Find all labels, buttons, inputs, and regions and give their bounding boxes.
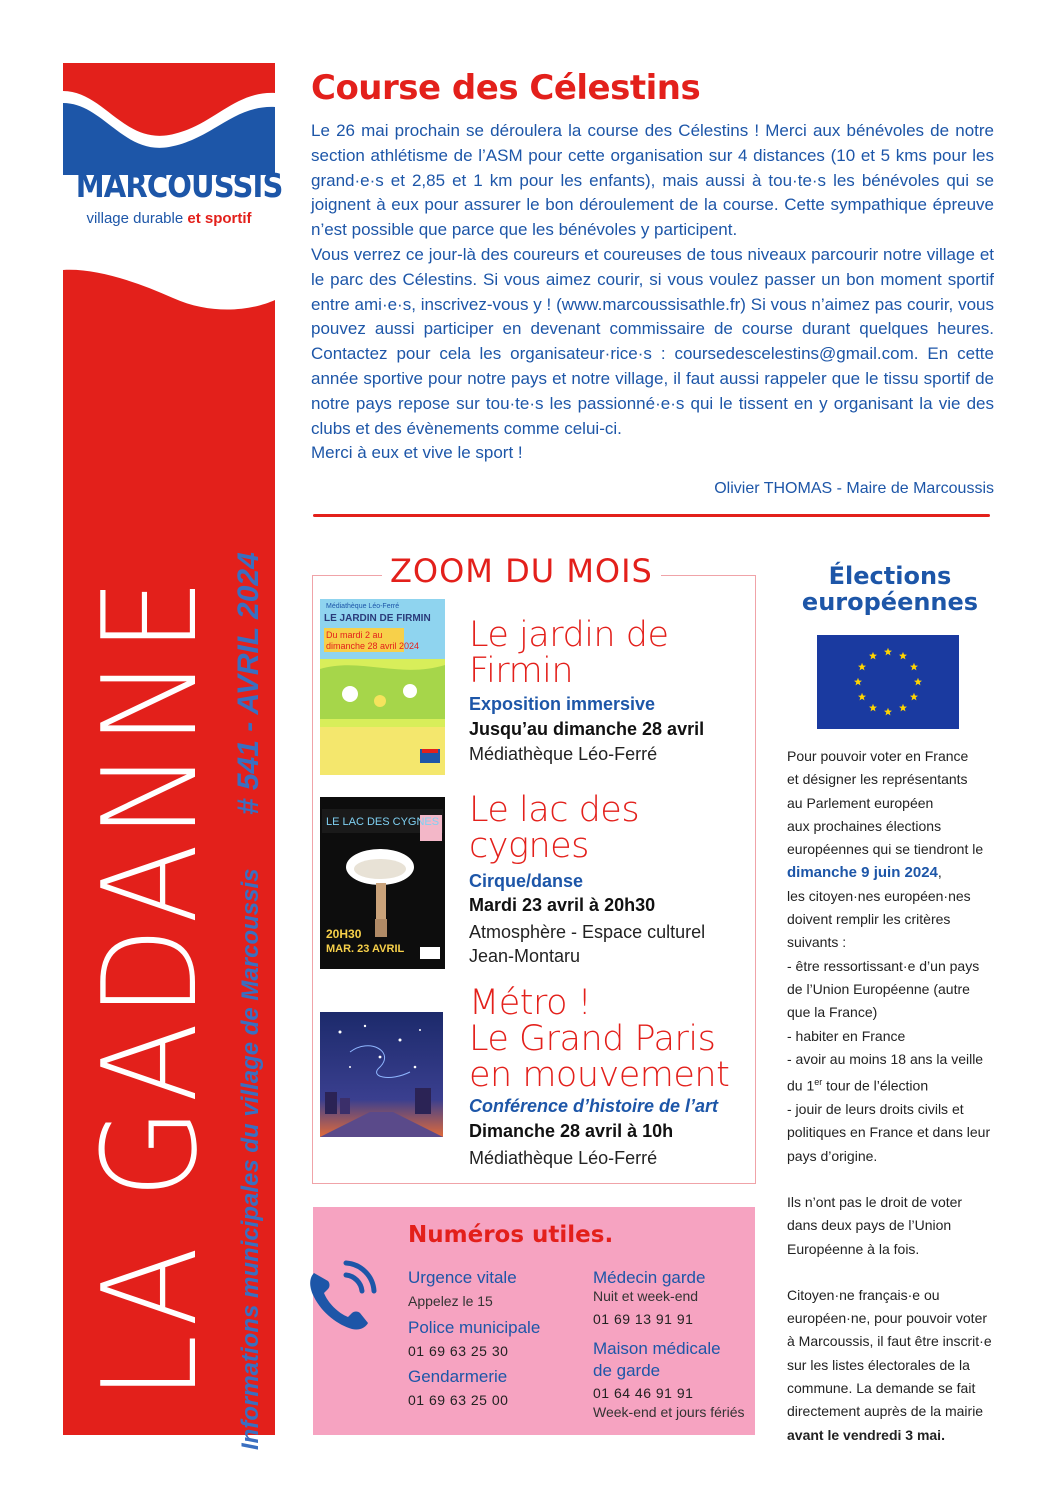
elections-line: que la France) bbox=[787, 1004, 878, 1021]
marcoussis-logo bbox=[63, 63, 275, 175]
elections-line: les citoyen·nes européen·nes bbox=[787, 887, 971, 904]
elections-tour-line: du 1er tour de l’élection bbox=[787, 1077, 929, 1094]
editorial-paragraph: Le 26 mai prochain se déroulera la course des Célestins ! Merci aux bénévoles de notre section athlétisme de l’ASM pour cette organisation sur 4 distances (10 et 5 kms pour les grand·e·s et 2,85 et 1 km pour les enfants), mais aussi à tou·te·s les bénévoles qui se joignent à eux pour assurer le bon déroulement de la course. Cette sympathique épreuve n’est possible que parce que les bénévoles y participent. bbox=[311, 121, 994, 240]
elections-line: Européenne à la fois. bbox=[787, 1240, 920, 1257]
brand-tagline bbox=[63, 210, 275, 227]
phone-icon bbox=[300, 1255, 382, 1337]
elections-line: doivent remplir les critères bbox=[787, 911, 951, 928]
elections-line: et désigner les représentants bbox=[787, 771, 968, 788]
event-title-line: Métro ! bbox=[469, 983, 592, 1023]
brand-tagline-accent: et sportif bbox=[187, 210, 252, 227]
event-title bbox=[469, 792, 639, 864]
poster2-day: MAR. 23 AVRIL bbox=[326, 943, 405, 955]
editorial-paragraph: Vous verrez ce jour-là des coureurs et coureuses de tous niveaux parcourir notre village et le parc des Célestins. Si vous aimez courir, si vous voulez passer un bon moment sportif entre ami·e·s, inscrivez-vous y ! (www.marcoussisathle.fr) Si vous n’aimez pas courir, vous pouvez aussi participer en devenant commissaire de course durant quelques heures. Contactez pour cela les organisateur·rice·s : coursedescelestins@gmail.com. En cette année sportive pour notre pays et notre village, il faut aussi rappeler que le tissu sportif de notre pays repose sur tou·te·s les passionné·e·s qui le tissent en y organisant la vie des clubs et des évènements comme celui-ci. bbox=[311, 244, 994, 438]
poster1-header: Médiathèque Léo-Ferré bbox=[326, 603, 400, 610]
poster2-name: LE LAC DES CYGNES bbox=[326, 816, 440, 828]
poster-metro-grand-paris bbox=[320, 1012, 443, 1137]
maison-medicale-sub: Week-end et jours fériés bbox=[593, 1404, 745, 1420]
elections-line: - habiter en France bbox=[787, 1027, 906, 1044]
poster2-time: 20H30 bbox=[326, 927, 362, 941]
masthead-subtitle-text: Informations municipales du village de Marcoussis bbox=[237, 868, 264, 1450]
elections-line: suivants : bbox=[787, 934, 847, 951]
event-date: Dimanche 28 avril à 10h bbox=[469, 1121, 674, 1141]
event-place: Médiathèque Léo-Ferré bbox=[469, 1148, 658, 1168]
urgence-value: Appelez le 15 bbox=[408, 1293, 493, 1309]
elections-line: de l’Union Européenne (autre bbox=[787, 980, 970, 997]
event-category: Conférence d’histoire de l’art bbox=[469, 1096, 719, 1116]
poster-jardin-firmin bbox=[320, 599, 445, 775]
event-title-line: Firmin bbox=[469, 651, 574, 691]
elections-line: directement auprès de la mairie bbox=[787, 1403, 984, 1420]
elections-title bbox=[775, 563, 1005, 615]
elections-line: - jouir de leurs droits civils et bbox=[787, 1101, 964, 1118]
event-category: Cirque/danse bbox=[469, 871, 584, 891]
event-place-line: Atmosphère - Espace culturel bbox=[469, 922, 706, 942]
poster1-dates-1: Du mardi 2 au bbox=[326, 630, 383, 640]
elections-line: Citoyen·ne français·e ou bbox=[787, 1286, 940, 1303]
poster1-dates-2: dimanche 28 avril 2024 bbox=[326, 641, 420, 651]
poster1-name: LE JARDIN DE FIRMIN bbox=[324, 613, 431, 624]
event-title-line: en mouvement bbox=[469, 1055, 730, 1095]
medecin-phone: 01 69 13 91 91 bbox=[593, 1311, 694, 1327]
event-title-line: Le Grand Paris bbox=[469, 1019, 716, 1059]
elections-line: politiques en France et dans leur bbox=[787, 1124, 991, 1141]
logo-wave-icon bbox=[63, 63, 275, 175]
elections-line: dans deux pays de l’Union bbox=[787, 1217, 952, 1234]
elections-deadline: avant le vendredi 3 mai. bbox=[787, 1426, 945, 1443]
elections-line: Pour pouvoir voter en France bbox=[787, 748, 969, 764]
elections-line: Ils n’ont pas le droit de voter bbox=[787, 1194, 963, 1210]
elections-line: au Parlement européen bbox=[787, 794, 934, 811]
poster-lac-des-cygnes bbox=[320, 797, 445, 969]
elections-line: - être ressortissant·e d’un pays bbox=[787, 957, 980, 974]
elections-line: à Marcoussis, il faut être inscrit·e bbox=[787, 1333, 992, 1350]
zoom-title: ZOOM DU MOIS bbox=[382, 552, 661, 590]
editorial-body bbox=[311, 119, 994, 466]
gendarmerie-phone: 01 69 63 25 00 bbox=[408, 1392, 509, 1408]
elections-date-highlight: dimanche 9 juin 2024 bbox=[787, 864, 938, 882]
elections-line: sur les listes électorales de la bbox=[787, 1356, 970, 1373]
elections-line: aux prochaines élections bbox=[787, 817, 942, 834]
police-label: Police municipale bbox=[408, 1318, 541, 1337]
event-title-line: cygnes bbox=[469, 826, 589, 866]
maison-medicale-label-line: de garde bbox=[593, 1361, 661, 1380]
maison-medicale-label-line: Maison médicale bbox=[593, 1339, 721, 1358]
gendarmerie-label: Gendarmerie bbox=[408, 1367, 508, 1386]
event-title-line: Le jardin de bbox=[469, 615, 669, 655]
elections-body: Pour pouvoir voter en France et désigner les représentants au Parlement européen aux prochaines élections européennes qui se tiendront le dimanche 9 juin 2024, les citoyen·nes européen·nes doivent remplir les critères suivants : - être ressortissant·e d’un pays de l’Union Européenne (autre que la France) - habiter en France - avoir au moins 18 ans la veille du 1er tour de l’élection - jouir de leurs droits civils et politiques en France et dans leur pays d’origine. Ils n’ont pas le droit de voter dans deux pays de l’Union Européenne à la fois. Citoyen·ne français·e ou européen·ne, pour pouvoir voter à Marcoussis, il faut être inscrit·e sur les listes électorales de la commune. La demande se fait directement auprès de la mairie avant le vendredi 3 mai. bbox=[787, 745, 1009, 1447]
editorial-paragraph: Merci à eux et vive le sport ! bbox=[311, 443, 523, 463]
urgence-label: Urgence vitale bbox=[408, 1268, 517, 1287]
police-phone: 01 69 63 25 30 bbox=[408, 1343, 509, 1359]
brand-name: MARCOUSSIS bbox=[75, 166, 283, 205]
editorial-signature: Olivier THOMAS - Maire de Marcoussis bbox=[714, 480, 994, 497]
useful-numbers-title: Numéros utiles. bbox=[408, 1222, 614, 1248]
editorial-title: Course des Célestins bbox=[311, 68, 701, 108]
elections-title-line: européennes bbox=[801, 588, 979, 616]
event-place bbox=[469, 920, 749, 968]
elections-title-line: Élections bbox=[828, 562, 952, 590]
event-place-line: Jean-Montaru bbox=[469, 946, 581, 966]
event-date: Jusqu’au dimanche 28 avril bbox=[469, 719, 705, 739]
elections-line: commune. La demande se fait bbox=[787, 1380, 976, 1397]
elections-line: européen·ne, pour pouvoir voter bbox=[787, 1310, 988, 1327]
elections-line: - avoir au moins 18 ans la veille bbox=[787, 1050, 984, 1067]
event-place: Médiathèque Léo-Ferré bbox=[469, 744, 658, 764]
elections-line: européennes qui se tiendront le bbox=[787, 841, 984, 858]
event-date: Mardi 23 avril à 20h30 bbox=[469, 895, 656, 915]
event-title-line: Le lac des bbox=[469, 790, 640, 830]
event-title bbox=[469, 985, 729, 1093]
maison-medicale-label bbox=[593, 1338, 721, 1382]
issue-number: # 541 - AVRIL 2024 bbox=[232, 552, 265, 816]
masthead-subtitle bbox=[233, 350, 265, 1450]
maison-medicale-phone: 01 64 46 91 91 bbox=[593, 1385, 694, 1401]
medecin-label: Médecin garde bbox=[593, 1268, 706, 1287]
event-category: Exposition immersive bbox=[469, 694, 656, 714]
masthead-title: LA GADANNE bbox=[74, 573, 226, 1400]
elections-line: pays d’origine. bbox=[787, 1147, 878, 1164]
section-divider bbox=[313, 514, 990, 517]
medecin-sub: Nuit et week-end bbox=[593, 1288, 699, 1304]
event-title bbox=[469, 617, 669, 689]
brand-tagline-main: village durable bbox=[86, 210, 184, 227]
eu-flag-icon bbox=[817, 635, 959, 729]
